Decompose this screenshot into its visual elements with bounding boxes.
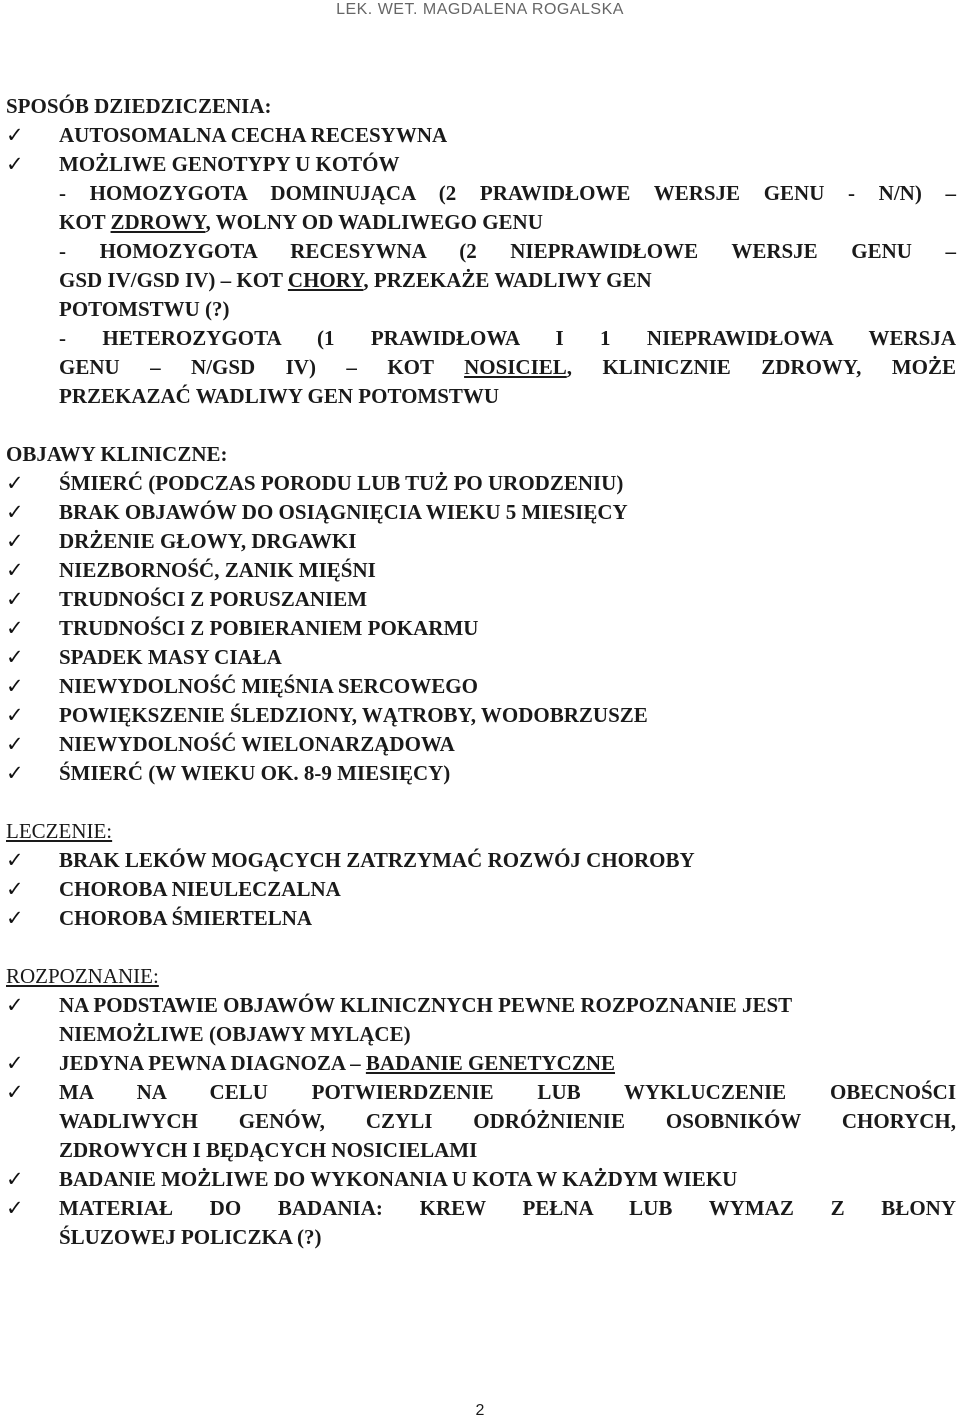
list-item bbox=[6, 759, 956, 788]
check-icon: ✓ bbox=[6, 152, 24, 176]
check-icon: ✓ bbox=[6, 848, 24, 872]
list-item-text bbox=[59, 1078, 956, 1165]
text-line: NA PODSTAWIE OBJAWÓW KLINICZNYCH PEWNE ROZPOZNANIE JEST bbox=[59, 993, 793, 1017]
genotype-dominant-line1: - HOMOZYGOTA DOMINUJĄCA (2 PRAWIDŁOWE WERSJE GENU - N/N) – bbox=[59, 181, 956, 205]
list-item-text bbox=[59, 991, 956, 1049]
check-icon: ✓ bbox=[6, 761, 24, 785]
list-item-text: TRUDNOŚCI Z PORUSZANIEM bbox=[59, 587, 368, 611]
genotype-heterozygous-line1: - HETEROZYGOTA (1 PRAWIDŁOWA I 1 NIEPRAWIDŁOWA WERSJA bbox=[59, 326, 956, 350]
list-item-text: NIEWYDOLNOŚĆ MIĘŚNIA SERCOWEGO bbox=[59, 674, 478, 698]
list-item-text: ŚMIERĆ (W WIEKU OK. 8-9 MIESIĘCY) bbox=[59, 761, 451, 785]
genotype-dominant-line2 bbox=[6, 208, 956, 237]
check-icon: ✓ bbox=[6, 558, 24, 582]
diagnosis-heading: ROZPOZNANIE: bbox=[6, 964, 159, 988]
list-item-text bbox=[59, 1049, 956, 1078]
text-span: GSD IV/GSD IV) – KOT bbox=[59, 268, 288, 292]
check-icon: ✓ bbox=[6, 993, 24, 1017]
list-item bbox=[6, 498, 956, 527]
check-icon: ✓ bbox=[6, 645, 24, 669]
text-span: JEDYNA PEWNA DIAGNOZA – bbox=[59, 1051, 366, 1075]
list-item-text bbox=[59, 1194, 956, 1252]
text-span: , WOLNY OD WADLIWEGO GENU bbox=[205, 210, 543, 234]
list-item bbox=[6, 614, 956, 643]
list-item bbox=[6, 701, 956, 730]
list-item-text: BRAK OBJAWÓW DO OSIĄGNIĘCIA WIEKU 5 MIESIĘCY bbox=[59, 500, 628, 524]
list-item-text: NIEWYDOLNOŚĆ WIELONARZĄDOWA bbox=[59, 732, 455, 756]
text-span: KOT bbox=[59, 210, 111, 234]
underlined-term: BADANIE GENETYCZNE bbox=[365, 1051, 616, 1075]
check-icon: ✓ bbox=[6, 587, 24, 611]
list-item bbox=[6, 121, 956, 150]
list-item-text: AUTOSOMALNA CECHA RECESYWNA bbox=[59, 123, 448, 147]
list-item-text: DRŻENIE GŁOWY, DRGAWKI bbox=[59, 529, 357, 553]
check-icon: ✓ bbox=[6, 906, 24, 930]
genotype-heterozygous-line2 bbox=[6, 353, 956, 382]
check-icon: ✓ bbox=[6, 674, 24, 698]
list-item-text: CHOROBA NIEULECZALNA bbox=[59, 877, 341, 901]
symptoms-section bbox=[6, 440, 956, 788]
diagnosis-section bbox=[6, 962, 956, 1252]
list-item-text: TRUDNOŚCI Z POBIERANIEM POKARMU bbox=[59, 616, 479, 640]
list-item-text: SPADEK MASY CIAŁA bbox=[59, 645, 282, 669]
check-icon: ✓ bbox=[6, 703, 24, 727]
list-item bbox=[6, 846, 956, 875]
underlined-term: ZDROWY bbox=[110, 210, 206, 234]
check-icon: ✓ bbox=[6, 1196, 24, 1220]
list-item bbox=[6, 672, 956, 701]
list-item bbox=[6, 991, 956, 1049]
list-item-text: BADANIE MOŻLIWE DO WYKONANIA U KOTA W KAŻDYM WIEKU bbox=[59, 1167, 738, 1191]
list-item-text: CHOROBA ŚMIERTELNA bbox=[59, 906, 313, 930]
check-icon: ✓ bbox=[6, 732, 24, 756]
treatment-heading: LECZENIE: bbox=[6, 819, 113, 843]
text-line: ZDROWYCH I BĘDĄCYCH NOSICIELAMI bbox=[59, 1138, 478, 1162]
list-item bbox=[6, 1049, 956, 1078]
text-line: ŚLUZOWEJ POLICZKA (?) bbox=[59, 1225, 322, 1249]
list-item-text: ŚMIERĆ (PODCZAS PORODU LUB TUŻ PO URODZENIU) bbox=[59, 471, 624, 495]
list-item bbox=[6, 904, 956, 933]
list-item bbox=[6, 556, 956, 585]
check-icon: ✓ bbox=[6, 529, 24, 553]
list-item-text: NIEZBORNOŚĆ, ZANIK MIĘŚNI bbox=[59, 558, 376, 582]
check-icon: ✓ bbox=[6, 123, 24, 147]
page-header: LEK. WET. MAGDALENA ROGALSKA bbox=[336, 1, 624, 18]
list-item bbox=[6, 585, 956, 614]
list-item-text: POWIĘKSZENIE ŚLEDZIONY, WĄTROBY, WODOBRZUSZE bbox=[59, 703, 648, 727]
list-item bbox=[6, 1078, 956, 1165]
list-item bbox=[6, 527, 956, 556]
genotype-recessive-line3: POTOMSTWU (?) bbox=[59, 297, 230, 321]
text-span: GENU – N/GSD IV) – KOT bbox=[59, 355, 465, 379]
check-icon: ✓ bbox=[6, 471, 24, 495]
check-icon: ✓ bbox=[6, 1080, 24, 1104]
list-item bbox=[6, 730, 956, 759]
check-icon: ✓ bbox=[6, 500, 24, 524]
text-line: MA NA CELU POTWIERDZENIE LUB WYKLUCZENIE OBECNOŚCI bbox=[59, 1080, 956, 1104]
symptoms-heading: OBJAWY KLINICZNE: bbox=[6, 442, 228, 466]
genotype-recessive-line1: - HOMOZYGOTA RECESYWNA (2 NIEPRAWIDŁOWE WERSJE GENU – bbox=[59, 239, 956, 263]
list-item-text: BRAK LEKÓW MOGĄCYCH ZATRZYMAĆ ROZWÓJ CHOROBY bbox=[59, 848, 695, 872]
genotype-recessive-line2 bbox=[6, 266, 956, 295]
list-item bbox=[6, 469, 956, 498]
list-item bbox=[6, 1165, 956, 1194]
check-icon: ✓ bbox=[6, 1051, 24, 1075]
text-span: , PRZEKAŻE WADLIWY GEN bbox=[363, 268, 652, 292]
underlined-term: CHORY bbox=[287, 268, 364, 292]
text-line: MATERIAŁ DO BADANIA: KREW PEŁNA LUB WYMAZ Z BŁONY bbox=[59, 1196, 956, 1220]
list-item bbox=[6, 1194, 956, 1252]
check-icon: ✓ bbox=[6, 616, 24, 640]
genotype-heterozygous-line3: PRZEKAZAĆ WADLIWY GEN POTOMSTWU bbox=[59, 384, 500, 408]
list-item-text: MOŻLIWE GENOTYPY U KOTÓW bbox=[59, 152, 400, 176]
inheritance-section bbox=[6, 92, 956, 411]
text-line: WADLIWYCH GENÓW, CZYLI ODRÓŻNIENIE OSOBNIKÓW CHORYCH, bbox=[59, 1109, 956, 1133]
list-item bbox=[6, 150, 956, 179]
list-item bbox=[6, 643, 956, 672]
document-body bbox=[6, 92, 956, 1252]
list-item bbox=[6, 875, 956, 904]
inheritance-heading: SPOSÓB DZIEDZICZENIA: bbox=[6, 94, 272, 118]
text-line: NIEMOŻLIWE (OBJAWY MYLĄCE) bbox=[59, 1022, 411, 1046]
treatment-section bbox=[6, 817, 956, 933]
underlined-term: NOSICIEL bbox=[464, 355, 567, 379]
text-span: , KLINICZNIE ZDROWY, MOŻE bbox=[566, 355, 956, 379]
check-icon: ✓ bbox=[6, 877, 24, 901]
check-icon: ✓ bbox=[6, 1167, 24, 1191]
page-number: 2 bbox=[475, 1402, 485, 1419]
